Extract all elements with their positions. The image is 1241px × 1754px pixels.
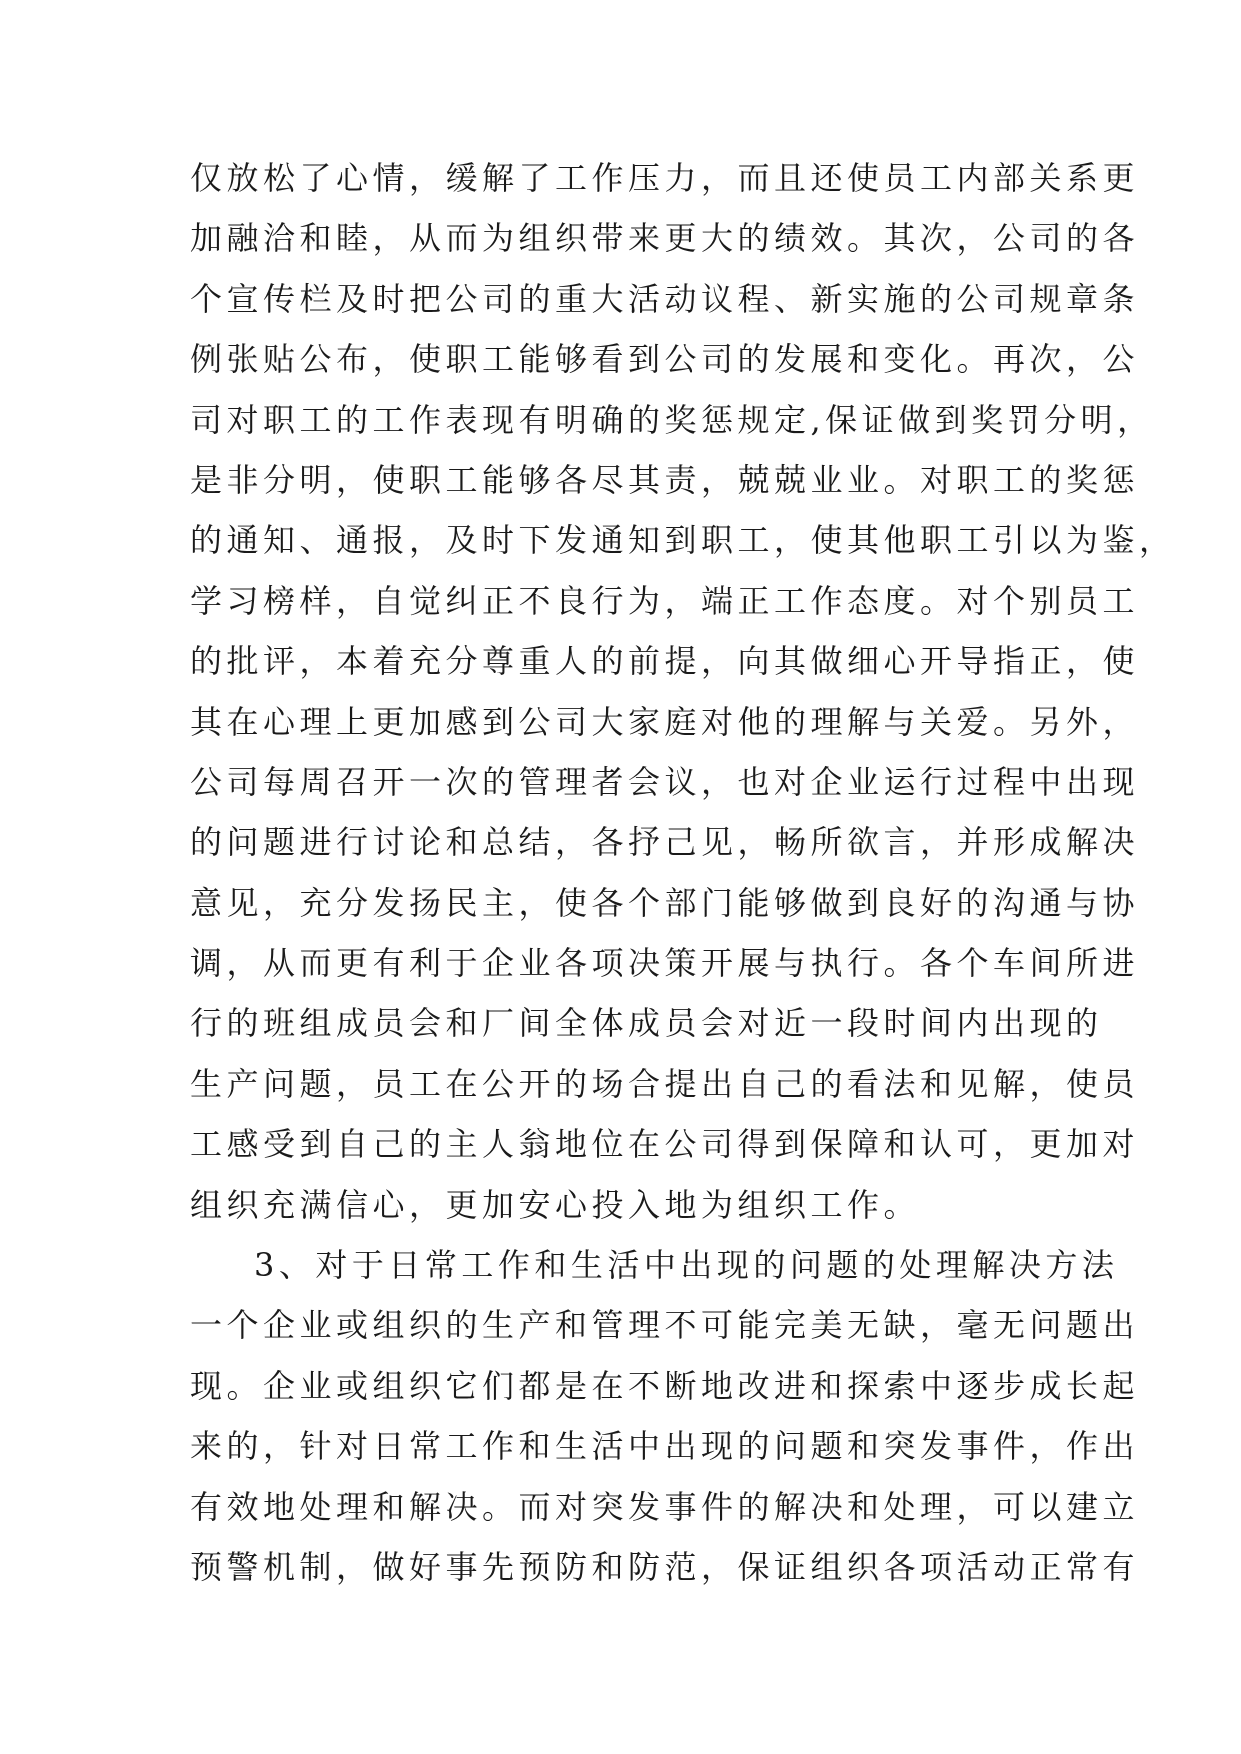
text-line: 来的，针对日常工作和生活中出现的问题和突发事件，作出	[190, 1427, 1140, 1466]
text-line: 公司每周召开一次的管理者会议，也对企业运行过程中出现	[190, 762, 1140, 801]
text-line: 意见，充分发扬民主，使各个部门能够做到良好的沟通与协	[190, 883, 1140, 922]
section-heading: 3、对于日常工作和生活中出现的问题的处理解决方法	[254, 1246, 1119, 1285]
document-page	[190, 148, 1176, 1597]
text-line: 个宣传栏及时把公司的重大活动议程、新实施的公司规章条	[190, 279, 1140, 318]
text-line: 的问题进行讨论和总结，各抒己见，畅所欲言，并形成解决	[190, 823, 1140, 862]
text-line: 例张贴公布，使职工能够看到公司的发展和变化。再次，公	[190, 340, 1140, 379]
text-line: 其在心理上更加感到公司大家庭对他的理解与关爱。另外，	[190, 702, 1140, 741]
text-line: 行的班组成员会和厂间全体成员会对近一段时间内出现的	[190, 1004, 1103, 1043]
text-line: 工感受到自己的主人翁地位在公司得到保障和认可，更加对	[190, 1125, 1140, 1164]
text-line: 的通知、通报，及时下发通知到职工，使其他职工引以为鉴，	[190, 521, 1176, 560]
text-line: 是非分明，使职工能够各尽其责，兢兢业业。对职工的奖惩	[190, 460, 1140, 499]
text-line: 预警机制，做好事先预防和防范，保证组织各项活动正常有	[190, 1547, 1140, 1586]
text-line: 仅放松了心情，缓解了工作压力，而且还使员工内部关系更	[190, 159, 1140, 197]
text-line: 有效地处理和解决。而对突发事件的解决和处理，可以建立	[190, 1487, 1140, 1526]
text-line: 加融洽和睦，从而为组织带来更大的绩效。其次，公司的各	[190, 219, 1140, 258]
text-line: 生产问题，员工在公开的场合提出自己的看法和见解，使员	[190, 1064, 1140, 1103]
text-line: 一个企业或组织的生产和管理不可能完美无缺，毫无问题出	[190, 1306, 1140, 1345]
text-line: 司对职工的工作表现有明确的奖惩规定,保证做到奖罚分明，	[190, 400, 1154, 439]
text-line: 组织充满信心，更加安心投入地为组织工作。	[190, 1185, 921, 1224]
text-line: 的批评，本着充分尊重人的前提，向其做细心开导指正，使	[190, 642, 1140, 681]
text-line: 调，从而更有利于企业各项决策开展与执行。各个车间所进	[190, 944, 1140, 983]
text-line: 学习榜样，自觉纠正不良行为，端正工作态度。对个别员工	[190, 581, 1140, 620]
text-line: 现。企业或组织它们都是在不断地改进和探索中逐步成长起	[190, 1366, 1140, 1405]
